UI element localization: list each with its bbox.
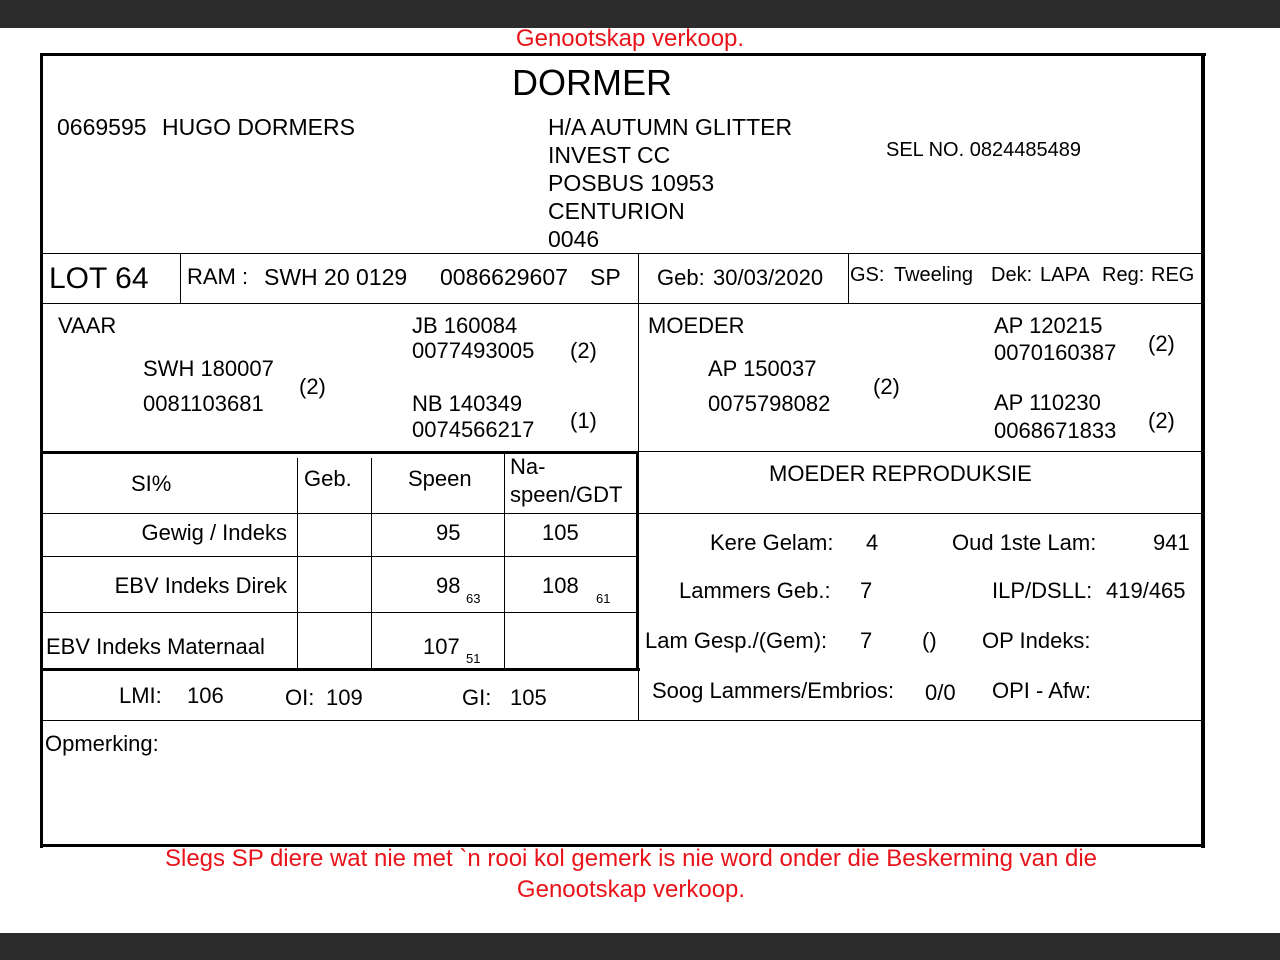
sire-sire-count: (2)	[570, 338, 597, 363]
lmi-value: 106	[187, 683, 224, 708]
kere-label: Kere Gelam:	[710, 530, 834, 555]
geb-header: Geb.	[304, 466, 352, 491]
reg-value: REG	[1151, 264, 1195, 286]
dek-label: Dek:	[991, 264, 1033, 286]
ilp-value: 419/465	[1106, 578, 1186, 603]
address-line-5: 0046	[548, 226, 600, 252]
breed-title: DORMER	[512, 62, 672, 103]
speen-accuracy: 63	[466, 591, 481, 606]
sire-id: SWH 180007	[143, 356, 274, 381]
op-label: OP Indeks:	[982, 628, 1091, 653]
kere-value: 4	[866, 530, 879, 555]
row-label: Gewig / Indeks	[141, 520, 287, 545]
sire-number: 0081103681	[143, 391, 264, 416]
address-line-3: POSBUS 10953	[548, 170, 715, 196]
gi-value: 105	[510, 685, 547, 710]
reproduction-title: MOEDER REPRODUKSIE	[769, 461, 1032, 486]
birth-date: 30/03/2020	[713, 265, 824, 290]
ilp-label: ILP/DSLL:	[992, 578, 1093, 603]
gs-label: GS:	[850, 264, 885, 286]
gem-value: ()	[922, 628, 937, 653]
phone-number: SEL NO. 0824485489	[886, 139, 1081, 161]
speen-value: 107	[423, 634, 460, 659]
row-label: EBV Indeks Direk	[114, 573, 287, 598]
lmi-label: LMI:	[119, 683, 162, 708]
soog-value: 0/0	[925, 680, 956, 705]
gesp-value: 7	[860, 628, 873, 653]
speen-value: 95	[436, 520, 461, 545]
sire-dam-count: (1)	[570, 408, 597, 433]
dam-label: MOEDER	[648, 313, 745, 338]
naspeen-value: 105	[542, 520, 579, 545]
dam-count: (2)	[873, 374, 900, 399]
bottom-notice-line-1: Slegs SP diere wat nie met `n rooi kol gemerk is nie word onder die Beskerming van die	[164, 845, 1097, 872]
lot-number: LOT 64	[49, 262, 149, 295]
speen-value: 98	[436, 573, 461, 598]
remarks-label: Opmerking:	[45, 731, 159, 756]
breeder-code: 0669595	[57, 114, 147, 140]
lammers-label: Lammers Geb.:	[679, 578, 831, 603]
address-line-1: H/A AUTUMN GLITTER	[548, 114, 793, 140]
dam-sire-number: 0070160387	[994, 340, 1117, 365]
sire-dam-id: NB 140349	[412, 391, 523, 416]
dam-dam-id: AP 110230	[994, 390, 1101, 415]
oi-label: OI:	[285, 685, 315, 710]
naspeen-accuracy: 61	[596, 591, 611, 606]
gi-label: GI:	[462, 685, 492, 710]
sire-count: (2)	[299, 374, 326, 399]
gesp-label: Lam Gesp./(Gem):	[645, 628, 828, 653]
opi-label: OPI - Afw:	[992, 678, 1092, 703]
dam-dam-number: 0068671833	[994, 418, 1117, 443]
gs-value: Tweeling	[894, 264, 973, 286]
soog-label: Soog Lammers/Embrios:	[652, 678, 895, 703]
naspeen-header-line-1: Na-	[510, 454, 546, 479]
address-line-2: INVEST CC	[548, 142, 671, 168]
sire-sire-number: 0077493005	[412, 338, 535, 363]
naspeen-header-line-2: speen/GDT	[510, 482, 623, 507]
viewer-bottom-bar	[0, 933, 1280, 960]
lammers-value: 7	[860, 578, 873, 603]
animal-id: SWH 20 0129	[264, 264, 408, 290]
animal-number: 0086629607	[440, 264, 568, 290]
animal-class: SP	[590, 264, 621, 290]
sire-dam-number: 0074566217	[412, 417, 535, 442]
sire-sire-id: JB 160084	[412, 313, 518, 338]
sire-label: VAAR	[58, 313, 117, 338]
address-line-4: CENTURION	[548, 198, 685, 224]
bottom-notice-line-2: Genootskap verkoop.	[516, 876, 746, 903]
top-notice: Genootskap verkoop.	[515, 25, 745, 52]
reg-label: Reg:	[1102, 264, 1145, 286]
oi-value: 109	[326, 685, 363, 710]
naspeen-value: 108	[542, 573, 579, 598]
dek-value: LAPA	[1040, 264, 1090, 286]
dam-dam-count: (2)	[1148, 408, 1175, 433]
dam-sire-count: (2)	[1148, 331, 1175, 356]
speen-header: Speen	[408, 466, 472, 491]
dam-sire-id: AP 120215	[994, 313, 1103, 338]
si-header: SI%	[131, 471, 172, 496]
row-label: EBV Indeks Maternaal	[46, 634, 265, 659]
viewer-top-bar	[0, 0, 1280, 28]
dam-number: 0075798082	[708, 391, 831, 416]
oud-value: 941	[1153, 530, 1190, 555]
dam-id: AP 150037	[708, 356, 817, 381]
speen-accuracy: 51	[466, 651, 481, 666]
breeder-name: HUGO DORMERS	[162, 114, 355, 140]
birth-label: Geb:	[657, 265, 705, 290]
oud-label: Oud 1ste Lam:	[952, 530, 1097, 555]
animal-type: RAM :	[187, 264, 249, 289]
